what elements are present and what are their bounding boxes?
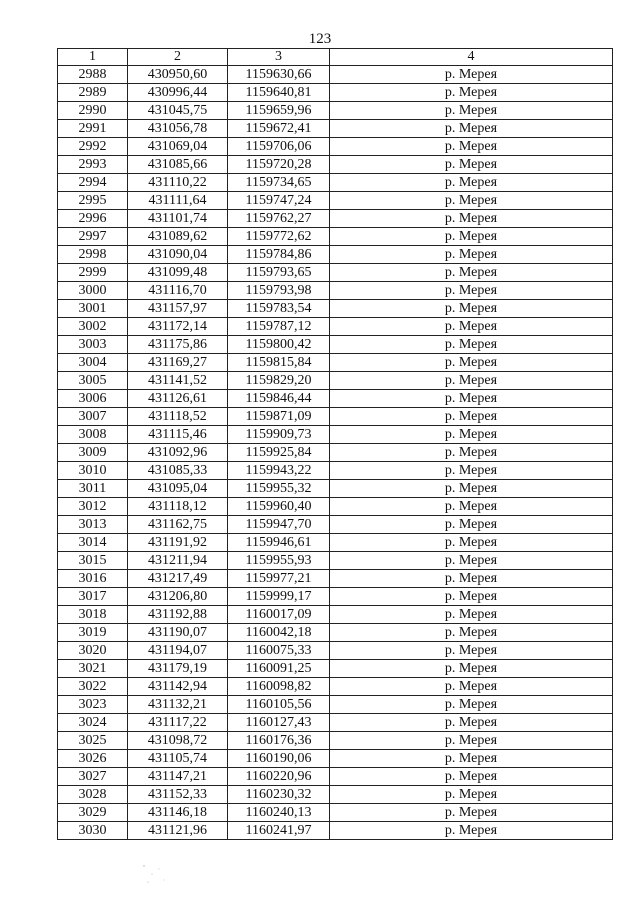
point-number-cell: 3006	[58, 390, 128, 408]
object-name-cell: р. Мерея	[330, 660, 613, 678]
table-row	[58, 768, 613, 786]
point-number-cell: 3025	[58, 732, 128, 750]
x-coordinate-cell: 431162,75	[128, 516, 228, 534]
object-name-cell: р. Мерея	[330, 390, 613, 408]
y-coordinate-cell: 1159659,96	[228, 102, 330, 120]
y-coordinate-cell: 1159793,65	[228, 264, 330, 282]
x-coordinate-cell: 431206,80	[128, 588, 228, 606]
y-coordinate-cell: 1159784,86	[228, 246, 330, 264]
point-number-cell: 3015	[58, 552, 128, 570]
table-row	[58, 228, 613, 246]
point-number-cell: 2993	[58, 156, 128, 174]
point-number-cell: 3013	[58, 516, 128, 534]
y-coordinate-cell: 1160105,56	[228, 696, 330, 714]
x-coordinate-cell: 431217,49	[128, 570, 228, 588]
object-name-cell: р. Мерея	[330, 822, 613, 840]
point-number-cell: 2989	[58, 84, 128, 102]
y-coordinate-cell: 1159946,61	[228, 534, 330, 552]
point-number-cell: 3009	[58, 444, 128, 462]
x-coordinate-cell: 431085,33	[128, 462, 228, 480]
object-name-cell: р. Мерея	[330, 588, 613, 606]
table-row	[58, 102, 613, 120]
x-coordinate-cell: 431126,61	[128, 390, 228, 408]
point-number-cell: 2994	[58, 174, 128, 192]
y-coordinate-cell: 1159747,24	[228, 192, 330, 210]
page-number: 123	[308, 31, 332, 47]
table-row	[58, 462, 613, 480]
point-number-cell: 2990	[58, 102, 128, 120]
x-coordinate-cell: 431101,74	[128, 210, 228, 228]
y-coordinate-cell: 1160042,18	[228, 624, 330, 642]
x-coordinate-cell: 431157,97	[128, 300, 228, 318]
object-name-cell: р. Мерея	[330, 84, 613, 102]
object-name-cell: р. Мерея	[330, 246, 613, 264]
table-row	[58, 786, 613, 804]
x-coordinate-cell: 431069,04	[128, 138, 228, 156]
table-row	[58, 264, 613, 282]
table-row	[58, 372, 613, 390]
object-name-cell: р. Мерея	[330, 102, 613, 120]
point-number-cell: 3003	[58, 336, 128, 354]
object-name-cell: р. Мерея	[330, 372, 613, 390]
table-row	[58, 606, 613, 624]
table-row	[58, 732, 613, 750]
table-row	[58, 354, 613, 372]
point-number-cell: 3002	[58, 318, 128, 336]
point-number-cell: 3028	[58, 786, 128, 804]
point-number-cell: 3024	[58, 714, 128, 732]
table-row	[58, 642, 613, 660]
object-name-cell: р. Мерея	[330, 462, 613, 480]
x-coordinate-cell: 431172,14	[128, 318, 228, 336]
object-name-cell: р. Мерея	[330, 570, 613, 588]
object-name-cell: р. Мерея	[330, 192, 613, 210]
table-row	[58, 192, 613, 210]
table-row	[58, 174, 613, 192]
object-name-cell: р. Мерея	[330, 714, 613, 732]
table-row	[58, 156, 613, 174]
table-row	[58, 588, 613, 606]
x-coordinate-cell: 431132,21	[128, 696, 228, 714]
table-row	[58, 498, 613, 516]
y-coordinate-cell: 1160091,25	[228, 660, 330, 678]
x-coordinate-cell: 431095,04	[128, 480, 228, 498]
y-coordinate-cell: 1159977,21	[228, 570, 330, 588]
column-header-4: 4	[330, 49, 613, 66]
object-name-cell: р. Мерея	[330, 768, 613, 786]
y-coordinate-cell: 1159672,41	[228, 120, 330, 138]
object-name-cell: р. Мерея	[330, 624, 613, 642]
table-row	[58, 426, 613, 444]
point-number-cell: 3007	[58, 408, 128, 426]
table-row	[58, 624, 613, 642]
object-name-cell: р. Мерея	[330, 498, 613, 516]
table-row	[58, 390, 613, 408]
y-coordinate-cell: 1160098,82	[228, 678, 330, 696]
object-name-cell: р. Мерея	[330, 300, 613, 318]
point-number-cell: 2999	[58, 264, 128, 282]
table-row	[58, 210, 613, 228]
point-number-cell: 2991	[58, 120, 128, 138]
point-number-cell: 3010	[58, 462, 128, 480]
x-coordinate-cell: 431190,07	[128, 624, 228, 642]
y-coordinate-cell: 1160240,13	[228, 804, 330, 822]
column-header-3: 3	[228, 49, 330, 66]
table-row	[58, 84, 613, 102]
x-coordinate-cell: 431194,07	[128, 642, 228, 660]
table-row	[58, 318, 613, 336]
table-row	[58, 570, 613, 588]
table-row	[58, 300, 613, 318]
y-coordinate-cell: 1159772,62	[228, 228, 330, 246]
table-row	[58, 336, 613, 354]
object-name-cell: р. Мерея	[330, 210, 613, 228]
x-coordinate-cell: 431192,88	[128, 606, 228, 624]
table-row	[58, 750, 613, 768]
y-coordinate-cell: 1160241,97	[228, 822, 330, 840]
y-coordinate-cell: 1159999,17	[228, 588, 330, 606]
table-row	[58, 534, 613, 552]
y-coordinate-cell: 1160190,06	[228, 750, 330, 768]
table-row	[58, 246, 613, 264]
object-name-cell: р. Мерея	[330, 534, 613, 552]
object-name-cell: р. Мерея	[330, 138, 613, 156]
y-coordinate-cell: 1159640,81	[228, 84, 330, 102]
x-coordinate-cell: 431169,27	[128, 354, 228, 372]
table-row	[58, 516, 613, 534]
point-number-cell: 3022	[58, 678, 128, 696]
x-coordinate-cell: 431179,19	[128, 660, 228, 678]
y-coordinate-cell: 1159846,44	[228, 390, 330, 408]
x-coordinate-cell: 431117,22	[128, 714, 228, 732]
point-number-cell: 3005	[58, 372, 128, 390]
point-number-cell: 2992	[58, 138, 128, 156]
y-coordinate-cell: 1159787,12	[228, 318, 330, 336]
table-row	[58, 678, 613, 696]
coordinates-table	[57, 48, 613, 840]
y-coordinate-cell: 1160176,36	[228, 732, 330, 750]
object-name-cell: р. Мерея	[330, 354, 613, 372]
point-number-cell: 3019	[58, 624, 128, 642]
y-coordinate-cell: 1159783,54	[228, 300, 330, 318]
table-row	[58, 552, 613, 570]
table-row	[58, 804, 613, 822]
object-name-cell: р. Мерея	[330, 264, 613, 282]
point-number-cell: 3000	[58, 282, 128, 300]
point-number-cell: 3011	[58, 480, 128, 498]
point-number-cell: 3023	[58, 696, 128, 714]
y-coordinate-cell: 1160127,43	[228, 714, 330, 732]
x-coordinate-cell: 431056,78	[128, 120, 228, 138]
object-name-cell: р. Мерея	[330, 120, 613, 138]
x-coordinate-cell: 431211,94	[128, 552, 228, 570]
table-row	[58, 282, 613, 300]
column-header-1: 1	[58, 49, 128, 66]
table-body	[58, 66, 613, 840]
table-row	[58, 822, 613, 840]
x-coordinate-cell: 431121,96	[128, 822, 228, 840]
y-coordinate-cell: 1159706,06	[228, 138, 330, 156]
table-row	[58, 120, 613, 138]
object-name-cell: р. Мерея	[330, 426, 613, 444]
x-coordinate-cell: 430950,60	[128, 66, 228, 84]
point-number-cell: 3029	[58, 804, 128, 822]
object-name-cell: р. Мерея	[330, 678, 613, 696]
object-name-cell: р. Мерея	[330, 804, 613, 822]
y-coordinate-cell: 1159925,84	[228, 444, 330, 462]
point-number-cell: 2997	[58, 228, 128, 246]
point-number-cell: 3014	[58, 534, 128, 552]
object-name-cell: р. Мерея	[330, 732, 613, 750]
y-coordinate-cell: 1159793,98	[228, 282, 330, 300]
x-coordinate-cell: 431090,04	[128, 246, 228, 264]
object-name-cell: р. Мерея	[330, 786, 613, 804]
object-name-cell: р. Мерея	[330, 552, 613, 570]
object-name-cell: р. Мерея	[330, 444, 613, 462]
object-name-cell: р. Мерея	[330, 282, 613, 300]
object-name-cell: р. Мерея	[330, 66, 613, 84]
point-number-cell: 2988	[58, 66, 128, 84]
point-number-cell: 3027	[58, 768, 128, 786]
point-number-cell: 3017	[58, 588, 128, 606]
x-coordinate-cell: 431089,62	[128, 228, 228, 246]
table-row	[58, 444, 613, 462]
y-coordinate-cell: 1159955,93	[228, 552, 330, 570]
table-row	[58, 480, 613, 498]
point-number-cell: 3004	[58, 354, 128, 372]
point-number-cell: 3026	[58, 750, 128, 768]
object-name-cell: р. Мерея	[330, 336, 613, 354]
point-number-cell: 3021	[58, 660, 128, 678]
x-coordinate-cell: 431142,94	[128, 678, 228, 696]
y-coordinate-cell: 1159943,22	[228, 462, 330, 480]
y-coordinate-cell: 1159829,20	[228, 372, 330, 390]
table-row	[58, 408, 613, 426]
y-coordinate-cell: 1159815,84	[228, 354, 330, 372]
table-row	[58, 696, 613, 714]
y-coordinate-cell: 1160075,33	[228, 642, 330, 660]
point-number-cell: 3008	[58, 426, 128, 444]
y-coordinate-cell: 1159909,73	[228, 426, 330, 444]
object-name-cell: р. Мерея	[330, 174, 613, 192]
point-number-cell: 3012	[58, 498, 128, 516]
x-coordinate-cell: 431147,21	[128, 768, 228, 786]
y-coordinate-cell: 1159734,65	[228, 174, 330, 192]
x-coordinate-cell: 431085,66	[128, 156, 228, 174]
x-coordinate-cell: 431116,70	[128, 282, 228, 300]
point-number-cell: 3016	[58, 570, 128, 588]
y-coordinate-cell: 1159800,42	[228, 336, 330, 354]
x-coordinate-cell: 431105,74	[128, 750, 228, 768]
x-coordinate-cell: 431146,18	[128, 804, 228, 822]
object-name-cell: р. Мерея	[330, 642, 613, 660]
x-coordinate-cell: 431110,22	[128, 174, 228, 192]
object-name-cell: р. Мерея	[330, 750, 613, 768]
x-coordinate-cell: 431118,52	[128, 408, 228, 426]
object-name-cell: р. Мерея	[330, 480, 613, 498]
x-coordinate-cell: 431191,92	[128, 534, 228, 552]
y-coordinate-cell: 1159871,09	[228, 408, 330, 426]
y-coordinate-cell: 1159947,70	[228, 516, 330, 534]
point-number-cell: 3018	[58, 606, 128, 624]
x-coordinate-cell: 431175,86	[128, 336, 228, 354]
table-row	[58, 714, 613, 732]
object-name-cell: р. Мерея	[330, 318, 613, 336]
y-coordinate-cell: 1159630,66	[228, 66, 330, 84]
x-coordinate-cell: 430996,44	[128, 84, 228, 102]
y-coordinate-cell: 1159720,28	[228, 156, 330, 174]
point-number-cell: 2998	[58, 246, 128, 264]
object-name-cell: р. Мерея	[330, 408, 613, 426]
y-coordinate-cell: 1159762,27	[228, 210, 330, 228]
object-name-cell: р. Мерея	[330, 696, 613, 714]
x-coordinate-cell: 431092,96	[128, 444, 228, 462]
table-header	[58, 49, 613, 66]
column-header-2: 2	[128, 49, 228, 66]
x-coordinate-cell: 431045,75	[128, 102, 228, 120]
point-number-cell: 2996	[58, 210, 128, 228]
header-row	[58, 49, 613, 66]
point-number-cell: 3001	[58, 300, 128, 318]
y-coordinate-cell: 1160230,32	[228, 786, 330, 804]
scan-speckle	[140, 860, 170, 890]
table-row	[58, 138, 613, 156]
x-coordinate-cell: 431152,33	[128, 786, 228, 804]
x-coordinate-cell: 431098,72	[128, 732, 228, 750]
object-name-cell: р. Мерея	[330, 606, 613, 624]
table-row	[58, 660, 613, 678]
y-coordinate-cell: 1159960,40	[228, 498, 330, 516]
x-coordinate-cell: 431099,48	[128, 264, 228, 282]
point-number-cell: 3020	[58, 642, 128, 660]
object-name-cell: р. Мерея	[330, 156, 613, 174]
x-coordinate-cell: 431118,12	[128, 498, 228, 516]
point-number-cell: 2995	[58, 192, 128, 210]
point-number-cell: 3030	[58, 822, 128, 840]
x-coordinate-cell: 431111,64	[128, 192, 228, 210]
object-name-cell: р. Мерея	[330, 228, 613, 246]
y-coordinate-cell: 1160220,96	[228, 768, 330, 786]
table-row	[58, 66, 613, 84]
y-coordinate-cell: 1160017,09	[228, 606, 330, 624]
x-coordinate-cell: 431115,46	[128, 426, 228, 444]
y-coordinate-cell: 1159955,32	[228, 480, 330, 498]
x-coordinate-cell: 431141,52	[128, 372, 228, 390]
object-name-cell: р. Мерея	[330, 516, 613, 534]
